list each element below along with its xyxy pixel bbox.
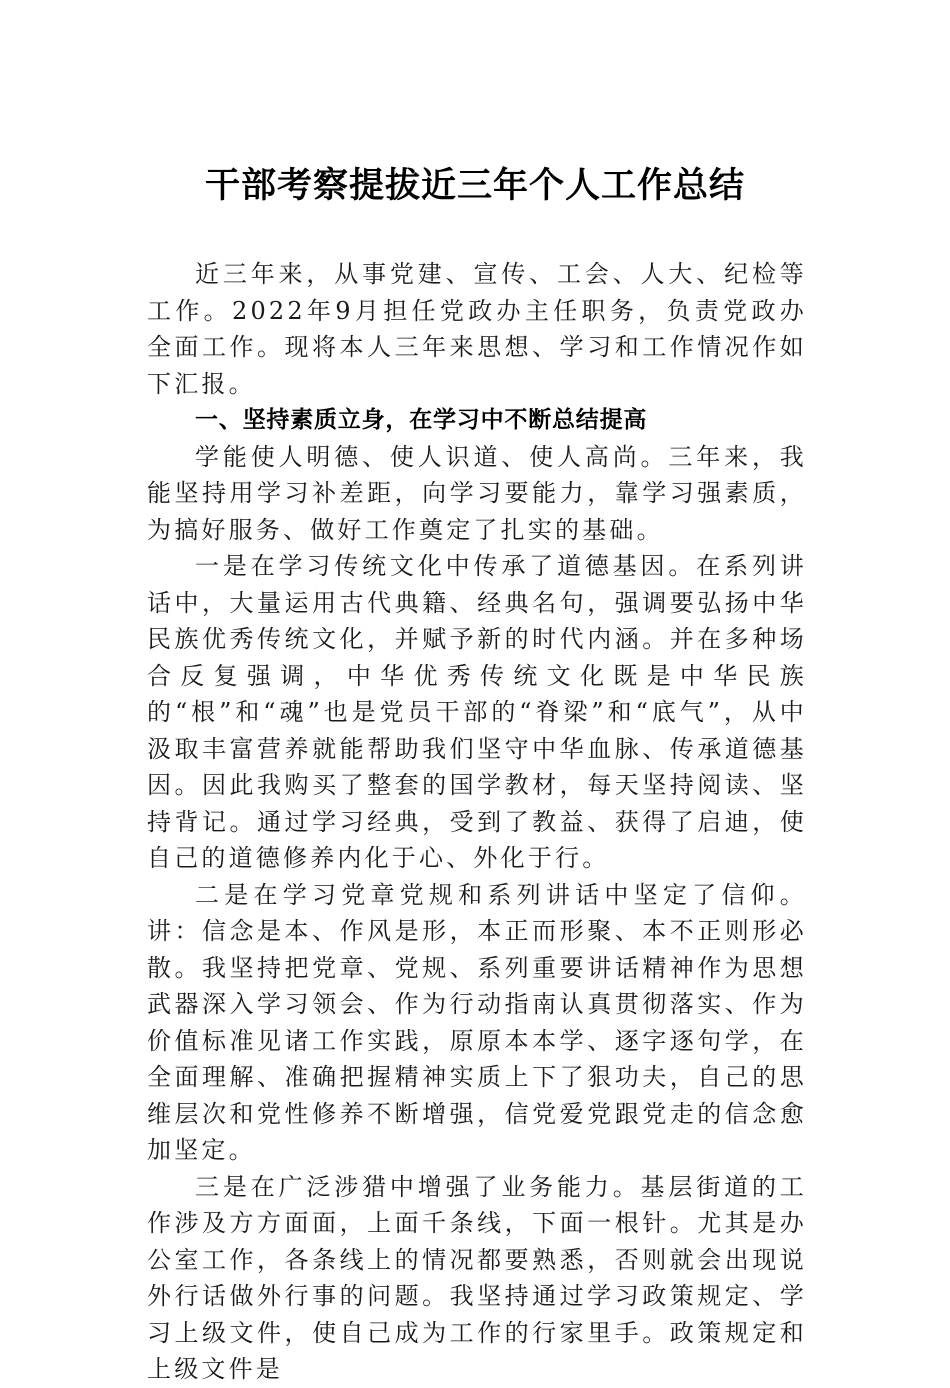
paragraph-point-1: 一是在学习传统文化中传承了道德基因。在系列讲话中，大量运用古代典籍、经典名句，强调要弘扬中华民族优秀传统文化，并赋予新的时代内涵。并在多种场合反复强调，中华优秀传统文化既是中华民族的“根”和“魂”也是党员干部的“脊梁”和“底气”，从中汲取丰富营养就能帮助我们坚守中华血脉、传承道德基因。因此我购买了整套的国学教材，每天坚持阅读、坚持背记。通过学习经典，受到了教益、获得了启迪，使自己的道德修养内化于心、外化于行。 <box>147 552 807 872</box>
paragraph-intro: 近三年来，从事党建、宣传、工会、人大、纪检等工作。2022年9月担任党政办主任职务，负责党政办全面工作。现将本人三年来思想、学习和工作情况作如下汇报。 <box>147 260 807 398</box>
paragraph-section-1-overview: 学能使人明德、使人识道、使人高尚。三年来，我能坚持用学习补差距，向学习要能力，靠学习强素质，为搞好服务、做好工作奠定了扎实的基础。 <box>147 442 807 544</box>
section-heading-1: 一、坚持素质立身，在学习中不断总结提高 <box>195 407 648 433</box>
document-title: 干部考察提拔近三年个人工作总结 <box>204 165 745 206</box>
document-body <box>147 256 807 1388</box>
paragraph-point-2: 二是在学习党章党规和系列讲话中坚定了信仰。讲：信念是本、作风是形，本正而形聚、本不正则形必散。我坚持把党章、党规、系列重要讲话精神作为思想武器深入学习领会、作为行动指南认真贯彻落实、作为价值标准见诸工作实践，原原本本学、逐字逐句学，在全面理解、准确把握精神实质上下了狠功夫，自己的思维层次和党性修养不断增强，信党爱党跟党走的信念愈加坚定。 <box>147 880 807 1164</box>
paragraph-point-3: 三是在广泛涉猎中增强了业务能力。基层街道的工作涉及方方面面，上面千条线，下面一根针。尤其是办公室工作，各条线上的情况都要熟悉，否则就会出现说外行话做外行事的问题。我坚持通过学习政策规定、学习上级文件，使自己成为工作的行家里手。政策规定和上级文件是 <box>147 1172 807 1383</box>
